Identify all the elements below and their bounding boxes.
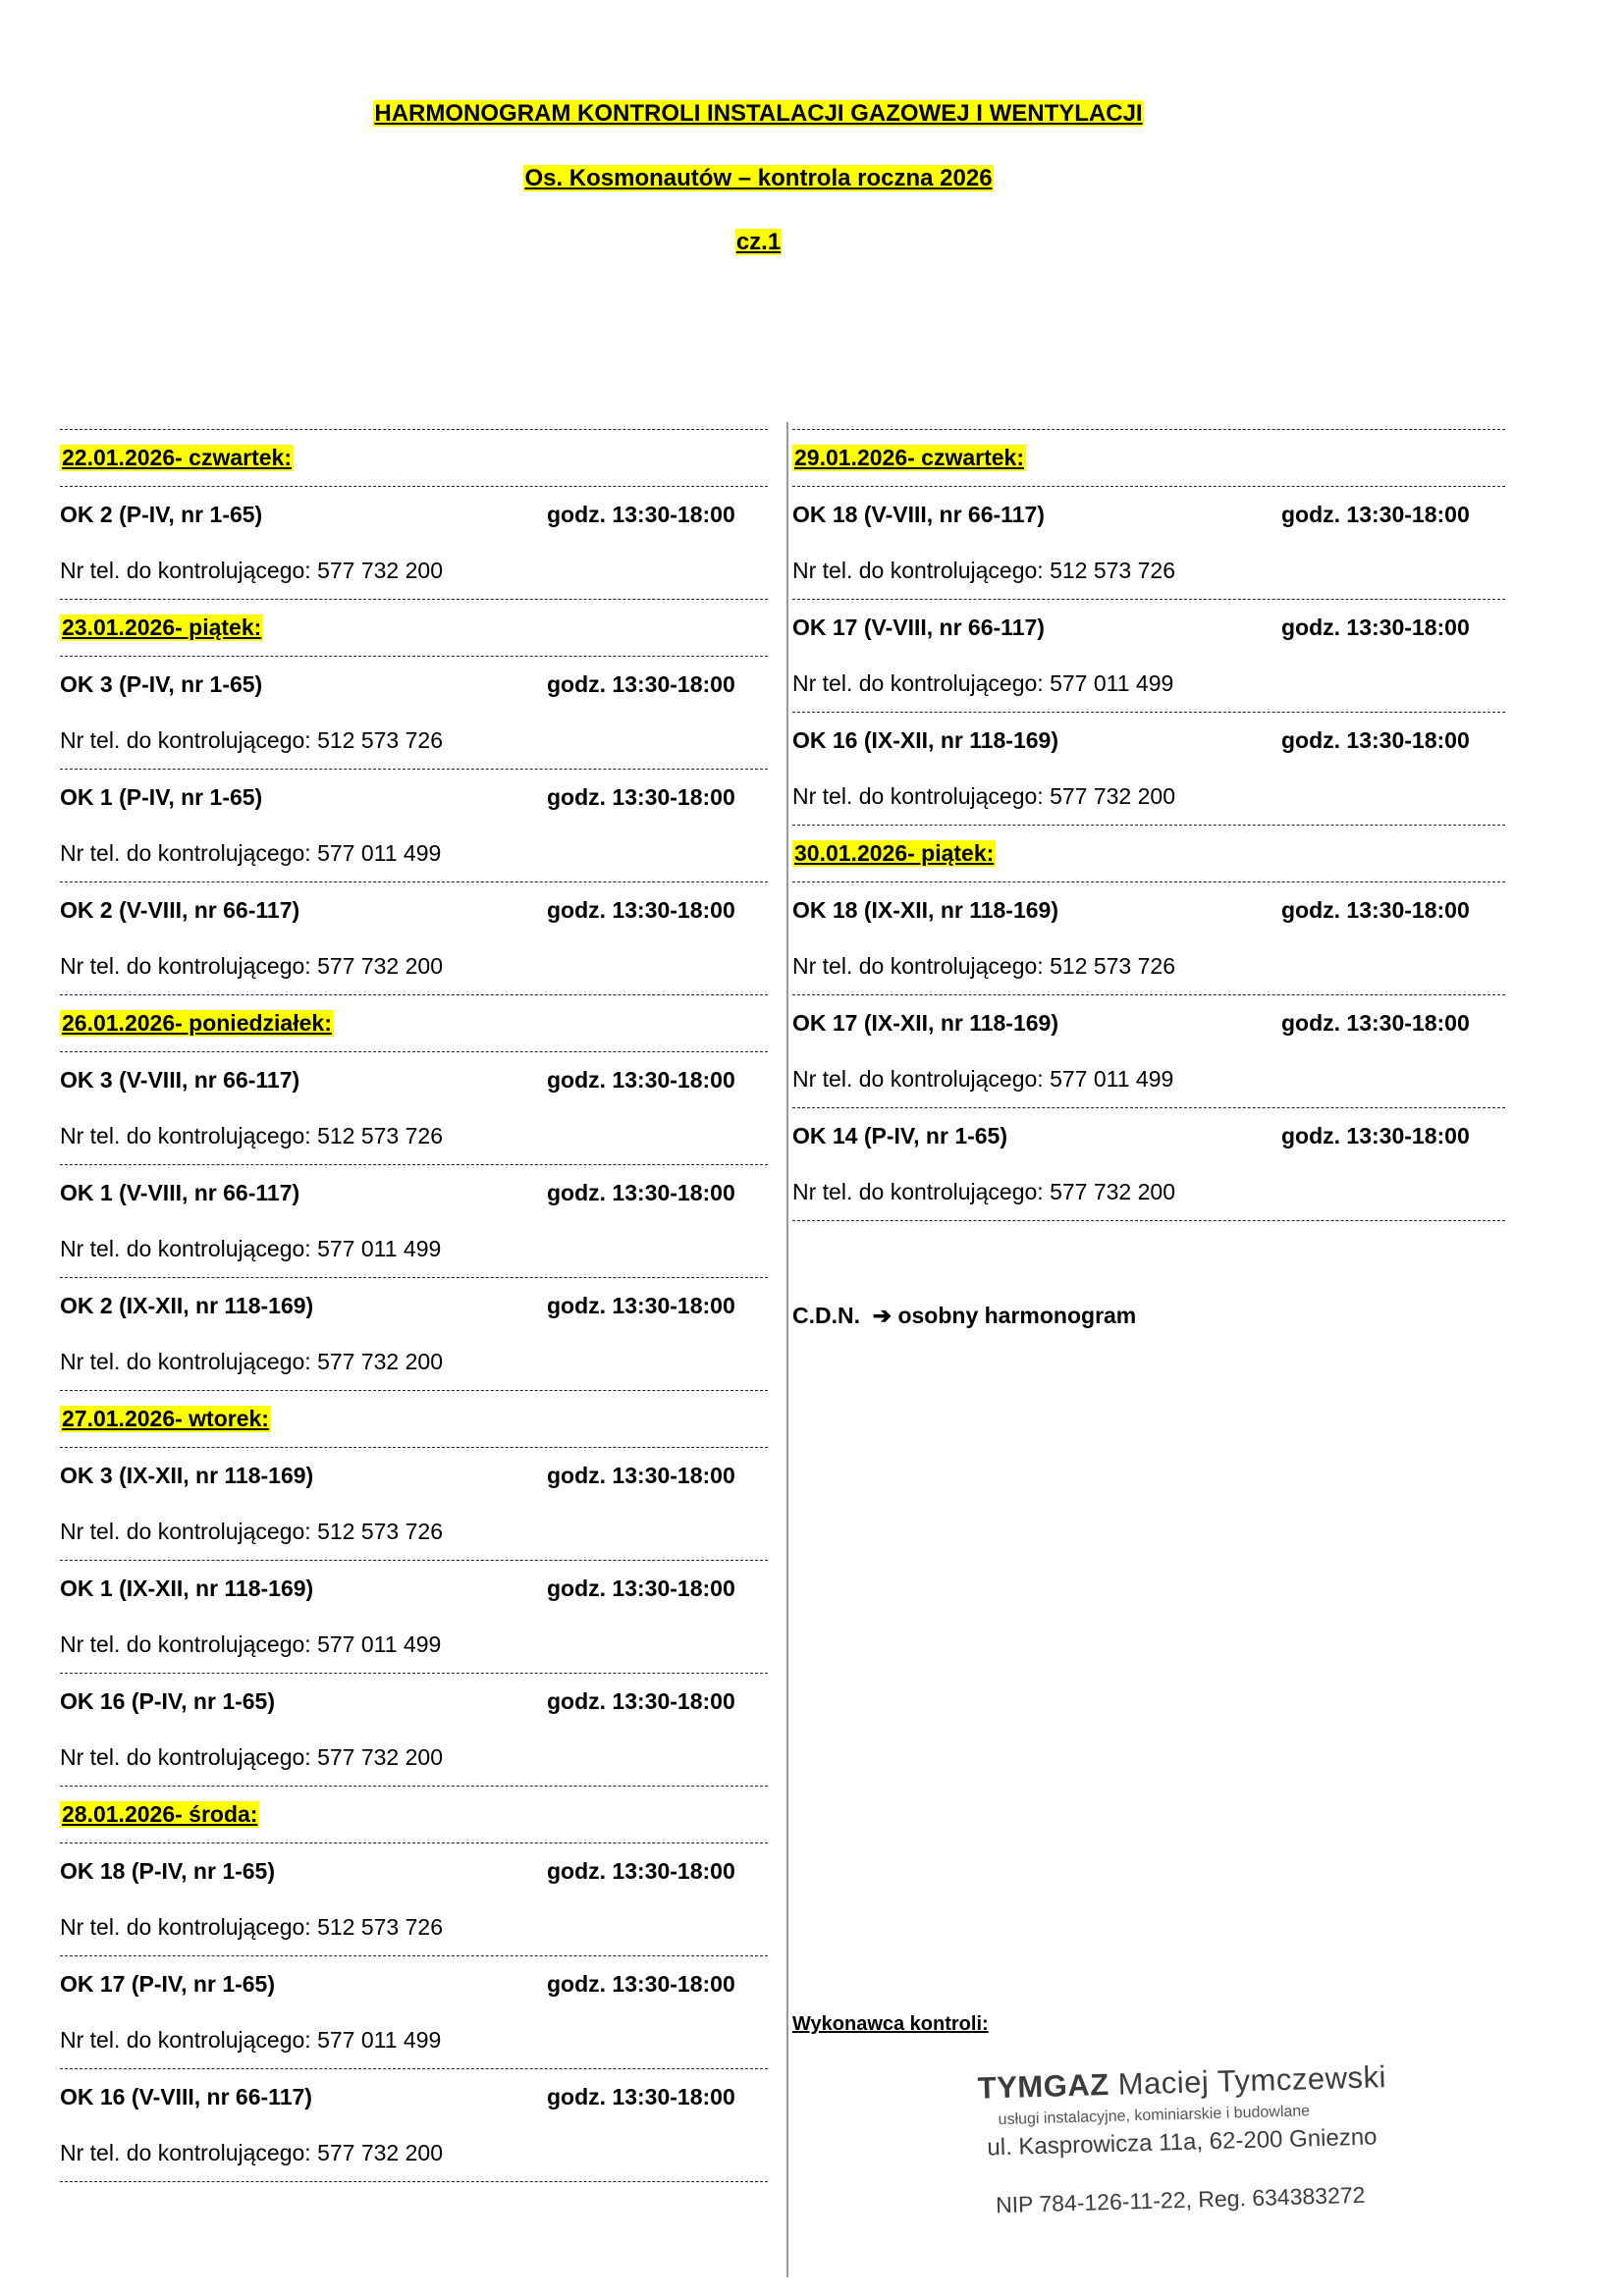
- day-date: 29.01.2026- czwartek:: [794, 445, 1024, 470]
- entry-time: godz. 13:30-18:00: [1281, 727, 1470, 753]
- entry-phone: Nr tel. do kontrolującego: 577 732 200: [60, 1349, 443, 1374]
- entry-location: OK 18 (P-IV, nr 1-65): [60, 1858, 276, 1884]
- column-divider: [786, 422, 788, 2277]
- cdn-label: C.D.N.: [792, 1303, 860, 1328]
- entry-phone-row: [60, 2012, 768, 2068]
- entry-location: OK 16 (P-IV, nr 1-65): [60, 1688, 276, 1714]
- entry-location: OK 17 (P-IV, nr 1-65): [60, 1971, 276, 1997]
- entry-phone-row: [792, 1051, 1505, 1107]
- entry-phone-row: [60, 543, 768, 599]
- subtitle: Os. Kosmonautów – kontrola roczna 2026: [524, 165, 993, 191]
- stamp-address: ul. Kasprowicza 11a, 62-200 Gniezno: [987, 2123, 1378, 2162]
- entry-location: OK 18 (IX-XII, nr 118-169): [792, 897, 1059, 923]
- company-stamp: [967, 2049, 1424, 2233]
- entry-phone: Nr tel. do kontrolującego: 577 011 499: [60, 840, 442, 866]
- continuation-note: [792, 1303, 1136, 1329]
- day-header: [792, 826, 1505, 881]
- entry-phone-row: [792, 543, 1505, 599]
- schedule-entry: [60, 882, 768, 938]
- schedule-entry: [792, 882, 1505, 938]
- separator-line: [60, 2181, 768, 2182]
- schedule-entry: [60, 770, 768, 826]
- entry-phone: Nr tel. do kontrolującego: 512 573 726: [60, 727, 443, 753]
- entry-phone-row: [60, 826, 768, 881]
- stamp-services: usługi instalacyjne, kominiarskie i budowlane: [998, 2103, 1311, 2129]
- entry-time: godz. 13:30-18:00: [547, 1575, 735, 1601]
- day-date: 27.01.2026- wtorek:: [62, 1406, 269, 1431]
- schedule-entry: [60, 487, 768, 543]
- entry-phone-row: [792, 938, 1505, 994]
- entry-time: godz. 13:30-18:00: [1281, 1123, 1470, 1148]
- entry-phone: Nr tel. do kontrolującego: 577 732 200: [60, 953, 443, 979]
- entry-phone-row: [60, 2125, 768, 2181]
- day-date: 30.01.2026- piątek:: [794, 840, 995, 866]
- entry-phone: Nr tel. do kontrolującego: 577 011 499: [60, 1236, 442, 1261]
- schedule-entry: [792, 600, 1505, 656]
- entry-time: godz. 13:30-18:00: [1281, 1010, 1470, 1036]
- day-header: [60, 600, 768, 656]
- schedule-entry: [792, 995, 1505, 1051]
- stamp-company-name: TYMGAZ Maciej Tymczewski: [977, 2059, 1387, 2106]
- entry-phone: Nr tel. do kontrolującego: 577 732 200: [60, 558, 443, 583]
- entry-time: godz. 13:30-18:00: [547, 1858, 735, 1884]
- day-header: [60, 430, 768, 486]
- entry-location: OK 2 (V-VIII, nr 66-117): [60, 897, 300, 923]
- day-header: [60, 1391, 768, 1447]
- entry-phone-row: [60, 1108, 768, 1164]
- schedule-entry: [60, 1956, 768, 2012]
- entry-location: OK 3 (P-IV, nr 1-65): [60, 671, 263, 697]
- day-header: [60, 995, 768, 1051]
- day-date: 28.01.2026- środa:: [62, 1801, 258, 1827]
- entry-time: godz. 13:30-18:00: [547, 1067, 735, 1093]
- entry-phone: Nr tel. do kontrolującego: 512 573 726: [60, 1914, 443, 1940]
- entry-phone: Nr tel. do kontrolującego: 577 732 200: [792, 783, 1175, 809]
- entry-time: godz. 13:30-18:00: [547, 1180, 735, 1205]
- entry-phone-row: [60, 713, 768, 769]
- part-label: cz.1: [735, 229, 782, 255]
- entry-phone-row: [792, 656, 1505, 712]
- entry-time: godz. 13:30-18:00: [547, 2084, 735, 2109]
- entry-location: OK 3 (IX-XII, nr 118-169): [60, 1463, 314, 1488]
- entry-phone-row: [60, 1504, 768, 1560]
- entry-location: OK 18 (V-VIII, nr 66-117): [792, 502, 1045, 527]
- entry-time: godz. 13:30-18:00: [547, 897, 735, 923]
- entry-location: OK 2 (P-IV, nr 1-65): [60, 502, 263, 527]
- entry-location: OK 1 (IX-XII, nr 118-169): [60, 1575, 314, 1601]
- entry-phone-row: [60, 1221, 768, 1277]
- schedule-entry: [60, 1674, 768, 1730]
- schedule-entry: [60, 1843, 768, 1899]
- schedule-entry: [792, 713, 1505, 769]
- entry-phone: Nr tel. do kontrolującego: 512 573 726: [792, 558, 1175, 583]
- schedule-entry: [792, 1108, 1505, 1164]
- entry-phone: Nr tel. do kontrolującego: 512 573 726: [60, 1519, 443, 1544]
- day-header: [60, 1787, 768, 1842]
- entry-location: OK 16 (IX-XII, nr 118-169): [792, 727, 1059, 753]
- day-date: 23.01.2026- piątek:: [62, 614, 262, 640]
- entry-phone: Nr tel. do kontrolującego: 577 011 499: [60, 1631, 442, 1657]
- entry-phone: Nr tel. do kontrolującego: 512 573 726: [792, 953, 1175, 979]
- entry-location: OK 17 (V-VIII, nr 66-117): [792, 614, 1045, 640]
- entry-time: godz. 13:30-18:00: [547, 671, 735, 697]
- entry-phone-row: [792, 1164, 1505, 1220]
- entry-phone-row: [60, 1334, 768, 1390]
- day-date: 26.01.2026- poniedziałek:: [62, 1010, 332, 1036]
- entry-time: godz. 13:30-18:00: [547, 1463, 735, 1488]
- stamp-ids: NIP 784-126-11-22, Reg. 634383272: [995, 2181, 1366, 2218]
- entry-time: godz. 13:30-18:00: [547, 1688, 735, 1714]
- entry-phone-row: [60, 1899, 768, 1955]
- entry-time: godz. 13:30-18:00: [547, 784, 735, 810]
- schedule-entry: [60, 1561, 768, 1617]
- executor-label: Wykonawca kontroli:: [792, 2013, 989, 2035]
- schedule-entry: [60, 1165, 768, 1221]
- entry-phone: Nr tel. do kontrolującego: 512 573 726: [60, 1123, 443, 1148]
- entry-time: godz. 13:30-18:00: [547, 1971, 735, 1997]
- entry-location: OK 1 (P-IV, nr 1-65): [60, 784, 263, 810]
- schedule-entry: [792, 487, 1505, 543]
- entry-phone: Nr tel. do kontrolującego: 577 011 499: [60, 2027, 442, 2053]
- continuation-text: osobny harmonogram: [897, 1303, 1137, 1328]
- entry-phone: Nr tel. do kontrolującego: 577 732 200: [60, 1744, 443, 1770]
- entry-location: OK 16 (V-VIII, nr 66-117): [60, 2084, 312, 2109]
- entry-phone-row: [60, 1730, 768, 1786]
- day-date: 22.01.2026- czwartek:: [62, 445, 292, 470]
- schedule-entry: [60, 1448, 768, 1504]
- schedule-entry: [60, 1052, 768, 1108]
- entry-location: OK 17 (IX-XII, nr 118-169): [792, 1010, 1059, 1036]
- schedule-right-column: [792, 429, 1505, 1221]
- schedule-left-column: [60, 429, 768, 2182]
- entry-phone: Nr tel. do kontrolującego: 577 732 200: [60, 2140, 443, 2165]
- entry-time: godz. 13:30-18:00: [547, 1293, 735, 1318]
- title: HARMONOGRAM KONTROLI INSTALACJI GAZOWEJ I WENTYLACJI: [374, 100, 1143, 127]
- schedule-entry: [60, 1278, 768, 1334]
- entry-location: OK 14 (P-IV, nr 1-65): [792, 1123, 1008, 1148]
- entry-phone-row: [60, 938, 768, 994]
- entry-phone: Nr tel. do kontrolującego: 577 732 200: [792, 1179, 1175, 1204]
- schedule-entry: [60, 2069, 768, 2125]
- entry-location: OK 1 (V-VIII, nr 66-117): [60, 1180, 300, 1205]
- entry-phone-row: [60, 1617, 768, 1673]
- entry-time: godz. 13:30-18:00: [1281, 502, 1470, 527]
- entry-location: OK 3 (V-VIII, nr 66-117): [60, 1067, 300, 1093]
- entry-time: godz. 13:30-18:00: [1281, 614, 1470, 640]
- separator-line: [792, 1220, 1505, 1221]
- entry-phone: Nr tel. do kontrolującego: 577 011 499: [792, 670, 1174, 696]
- entry-phone-row: [792, 769, 1505, 825]
- schedule-entry: [60, 657, 768, 713]
- entry-location: OK 2 (IX-XII, nr 118-169): [60, 1293, 314, 1318]
- entry-time: godz. 13:30-18:00: [547, 502, 735, 527]
- day-header: [792, 430, 1505, 486]
- entry-time: godz. 13:30-18:00: [1281, 897, 1470, 923]
- arrow-right-icon: ➔: [872, 1303, 893, 1328]
- entry-phone: Nr tel. do kontrolującego: 577 011 499: [792, 1066, 1174, 1092]
